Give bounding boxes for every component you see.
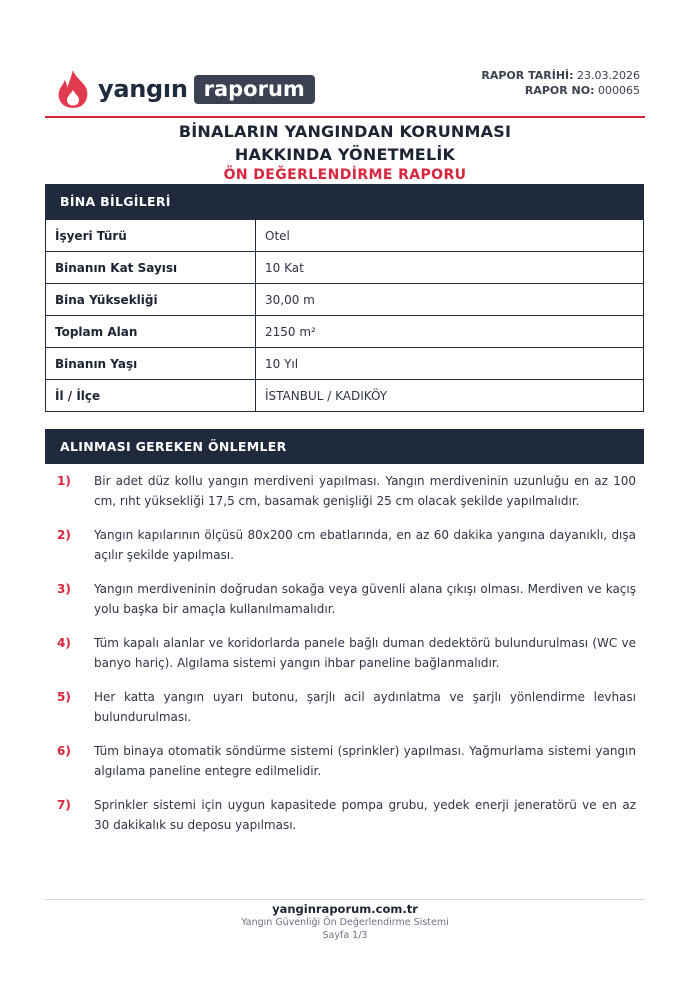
logo-box: raporum [194, 75, 315, 104]
table-row [46, 220, 644, 252]
item-text: Tüm binaya otomatik söndürme sistemi (sprinkler) yapılması. Yağmurlama sistemi yangın algılama paneline entegre edilmelidir. [94, 744, 636, 778]
report-header [46, 64, 646, 118]
report-no-label: RAPOR NO: [524, 84, 595, 97]
row-value: Otel [256, 220, 644, 252]
list-item [45, 471, 636, 511]
row-label: İl / İlçe [46, 380, 256, 412]
building-info-table [45, 219, 644, 412]
page-footer [45, 902, 645, 942]
logo-word: yangın [98, 75, 188, 103]
item-number: 7) [57, 798, 71, 812]
row-value: İSTANBUL / KADIKÖY [256, 380, 644, 412]
item-text: Yangın merdiveninin doğrudan sokağa veya güvenli alana çıkışı olması. Merdiven ve kaçış yolu başka bir amaçla kullanılmamalıdır. [94, 582, 636, 616]
report-subtitle: ÖN DEĞERLENDİRME RAPORU [223, 167, 467, 183]
title-line-1: BİNALARIN YANGINDAN KORUNMASI [178, 122, 512, 141]
item-text: Her katta yangın uyarı butonu, şarjlı acil aydınlatma ve şarjlı yönlendirme levhası bulundurulması. [94, 690, 636, 724]
document-title [45, 120, 645, 184]
item-number: 4) [57, 636, 71, 650]
building-info-heading: BİNA BİLGİLERİ [45, 184, 644, 219]
title-line-2: HAKKINDA YÖNETMELİK [234, 145, 456, 164]
measures-heading: ALINMASI GEREKEN ÖNLEMLER [45, 429, 644, 464]
item-text: Sprinkler sistemi için uygun kapasitede pompa grubu, yedek enerji jeneratörü ve en az 30 dakikalık su deposu yapılması. [94, 798, 636, 832]
list-item [45, 741, 636, 781]
flame-icon [56, 69, 90, 109]
list-item [45, 633, 636, 673]
item-number: 3) [57, 582, 71, 596]
item-text: Bir adet düz kollu yangın merdiveni yapılması. Yangın merdiveninin uzunluğu en az 100 cm, rıht yüksekliği 17,5 cm, basamak genişliği 25 cm olacak şekilde yapılmalıdır. [94, 474, 636, 508]
list-item [45, 579, 636, 619]
item-number: 2) [57, 528, 71, 542]
brand-logo[interactable] [56, 69, 315, 109]
item-number: 1) [57, 474, 71, 488]
report-meta [481, 68, 640, 98]
row-value: 10 Kat [256, 252, 644, 284]
table-row [46, 252, 644, 284]
footer-website-link[interactable]: yanginraporum.com.tr [272, 902, 418, 916]
row-label: Binanın Kat Sayısı [46, 252, 256, 284]
table-row [46, 284, 644, 316]
table-row [46, 316, 644, 348]
footer-system-name: Yangın Güvenliği Ön Değerlendirme Sistemi [241, 917, 449, 928]
list-item [45, 795, 636, 835]
row-value: 10 Yıl [256, 348, 644, 380]
item-text: Yangın kapılarının ölçüsü 80x200 cm ebatlarında, en az 60 dakika yangına dayanıklı, dışa açılır şekilde yapılması. [94, 528, 636, 562]
report-date-line [481, 68, 640, 83]
measures-list [45, 471, 636, 849]
list-item [45, 687, 636, 727]
row-label: Binanın Yaşı [46, 348, 256, 380]
item-number: 6) [57, 744, 71, 758]
header-divider [45, 116, 645, 118]
report-no: 000065 [598, 84, 640, 97]
list-item [45, 525, 636, 565]
row-label: Toplam Alan [46, 316, 256, 348]
row-label: İşyeri Türü [46, 220, 256, 252]
row-value: 30,00 m [256, 284, 644, 316]
footer-page-number: Sayfa 1/3 [322, 930, 368, 941]
report-date: 23.03.2026 [577, 69, 640, 82]
row-label: Bina Yüksekliği [46, 284, 256, 316]
report-no-line [481, 83, 640, 98]
report-date-label: RAPOR TARİHİ: [481, 69, 574, 82]
item-number: 5) [57, 690, 71, 704]
table-row [46, 348, 644, 380]
table-row [46, 380, 644, 412]
item-text: Tüm kapalı alanlar ve koridorlarda panele bağlı duman dedektörü bulundurulması (WC ve banyo hariç). Algılama sistemi yangın ihbar paneline bağlanmalıdır. [94, 636, 636, 670]
row-value: 2150 m² [256, 316, 644, 348]
footer-divider [45, 899, 645, 900]
